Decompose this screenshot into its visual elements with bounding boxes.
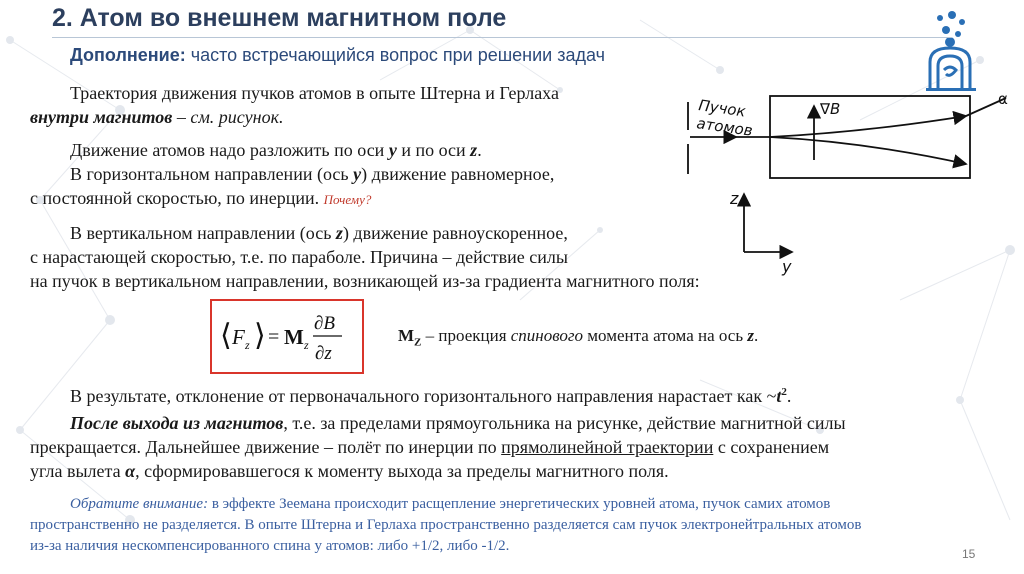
lower-beam — [770, 137, 966, 164]
formula-dB: ∂B — [314, 313, 335, 334]
alpha-label: α — [998, 90, 1008, 108]
note-line1 — [70, 494, 830, 515]
slide-title: 2. Атом во внешнем магнитном поле — [52, 4, 507, 32]
axis-y-var: y — [388, 140, 397, 160]
magnet-region — [770, 96, 970, 178]
formula-dz: ∂z — [315, 343, 332, 364]
p2-text-b: и по оси — [396, 140, 471, 160]
p2-text-c: . — [477, 140, 482, 160]
p2-text-e: ) движение равномерное, — [361, 164, 555, 184]
mz-explanation — [398, 325, 758, 353]
beam-label-1: Пучок — [697, 96, 747, 121]
paragraph1-line1: Траектория движения пучков атомов в опыте Штерна и Герлаха — [70, 83, 559, 103]
formula-M-sub: z — [304, 338, 309, 352]
mz-subscript: Z — [414, 336, 422, 349]
right-angle: ⟩ — [254, 319, 266, 352]
result-text: В результате, отклонение от первоначального горизонтального направления нарастает как ~ — [70, 386, 777, 406]
after-text-b: прекращается. Дальнейшее движение – полёт по инерции по — [30, 437, 502, 457]
paragraph2-line1 — [70, 139, 482, 161]
force-formula — [212, 301, 362, 372]
note-line2: пространственно не разделяется. В опыте Штерна и Герлаха пространственно разделяется сам пучок электронейтральных атомов — [30, 517, 862, 533]
formula-F: F — [232, 325, 245, 349]
p3-text-a: В вертикальном направлении (ось — [70, 223, 336, 243]
see-figure-text: – см. рисунок. — [172, 107, 284, 127]
after-line3 — [30, 460, 669, 482]
paragraph3-line2: с нарастающей скоростью, т.е. по параболе. Причина – действие силы — [30, 247, 568, 267]
axis-z-var: z — [470, 140, 478, 160]
p2-text-d: В горизонтальном направлении (ось — [70, 164, 354, 184]
mz-symbol: M — [398, 326, 415, 345]
axis-y-var-2: y — [353, 164, 362, 184]
gradient-label: ∇B — [820, 100, 841, 118]
after-line2 — [30, 436, 829, 458]
formula-eq: = — [268, 326, 280, 348]
mz-end: . — [753, 326, 759, 345]
mz-text-b: момента атома на ось — [583, 326, 748, 345]
result-t: t — [776, 386, 782, 406]
note-line3: из-за наличия нескомпенсированного спина у атомов: либо +1/2, либо -1/2. — [30, 538, 510, 554]
subtitle-bold: Дополнение: — [70, 45, 186, 65]
mz-axis-z: z — [747, 326, 754, 345]
note-text-a: в эффекте Зеемана происходит расщепление энергетических уровней атома, пучок самих атомов — [208, 496, 831, 512]
slide-subtitle — [70, 45, 605, 66]
axis-z-var-2: z — [335, 223, 343, 243]
page-number: 15 — [962, 547, 976, 561]
paragraph2-line3 — [30, 187, 371, 211]
after-text-c: с сохранением — [713, 437, 830, 457]
result-exp: 2 — [781, 386, 787, 398]
after-exit-bold: После выхода из магнитов — [70, 413, 284, 433]
after-text-a: , т.е. за пределами прямоугольника на рисунке, действие магнитной силы — [283, 413, 846, 433]
paragraph2-line2 — [70, 163, 554, 185]
why-note: Почему? — [323, 192, 372, 207]
p3-text-b: ) движение равноускоренное, — [342, 223, 568, 243]
y-axis-label: y — [782, 257, 792, 276]
stern-gerlach-diagram — [676, 82, 1020, 282]
title-underline — [52, 37, 952, 38]
inside-magnets-text: внутри магнитов — [30, 107, 173, 127]
left-angle: ⟨ — [220, 319, 232, 352]
result-line — [70, 381, 791, 407]
p2-text-a: Движение атомов надо разложить по оси — [70, 140, 389, 160]
formula-F-sub: z — [245, 338, 250, 352]
note-attention: Обратите внимание: — [70, 496, 209, 512]
after-line1 — [70, 412, 846, 434]
formula-M: M — [284, 325, 304, 349]
upper-beam — [770, 116, 966, 137]
result-end: . — [786, 386, 792, 406]
paragraph1-line2 — [30, 106, 284, 128]
straight-trajectory-link: прямолинейной траектории — [501, 437, 714, 457]
alpha-symbol: α — [125, 461, 136, 481]
paragraph3-line1 — [70, 222, 568, 244]
beam-label-2: атомов — [695, 114, 754, 140]
z-axis-label: z — [730, 189, 739, 208]
after-text-e: , сформировавшегося к моменту выхода за пределы магнитного поля. — [135, 461, 669, 481]
after-text-d: угла вылета — [30, 461, 126, 481]
spin-word: спинового — [510, 326, 584, 345]
paragraph3-line3: на пучок в вертикальном направлении, возникающей из-за градиента магнитного поля: — [30, 271, 700, 291]
formula-box — [210, 299, 364, 374]
p2-text-f: с постоянной скоростью, по инерции. — [30, 188, 320, 208]
mz-text-a: – проекция — [421, 326, 511, 345]
subtitle-rest: часто встречающийся вопрос при решении задач — [185, 45, 605, 65]
